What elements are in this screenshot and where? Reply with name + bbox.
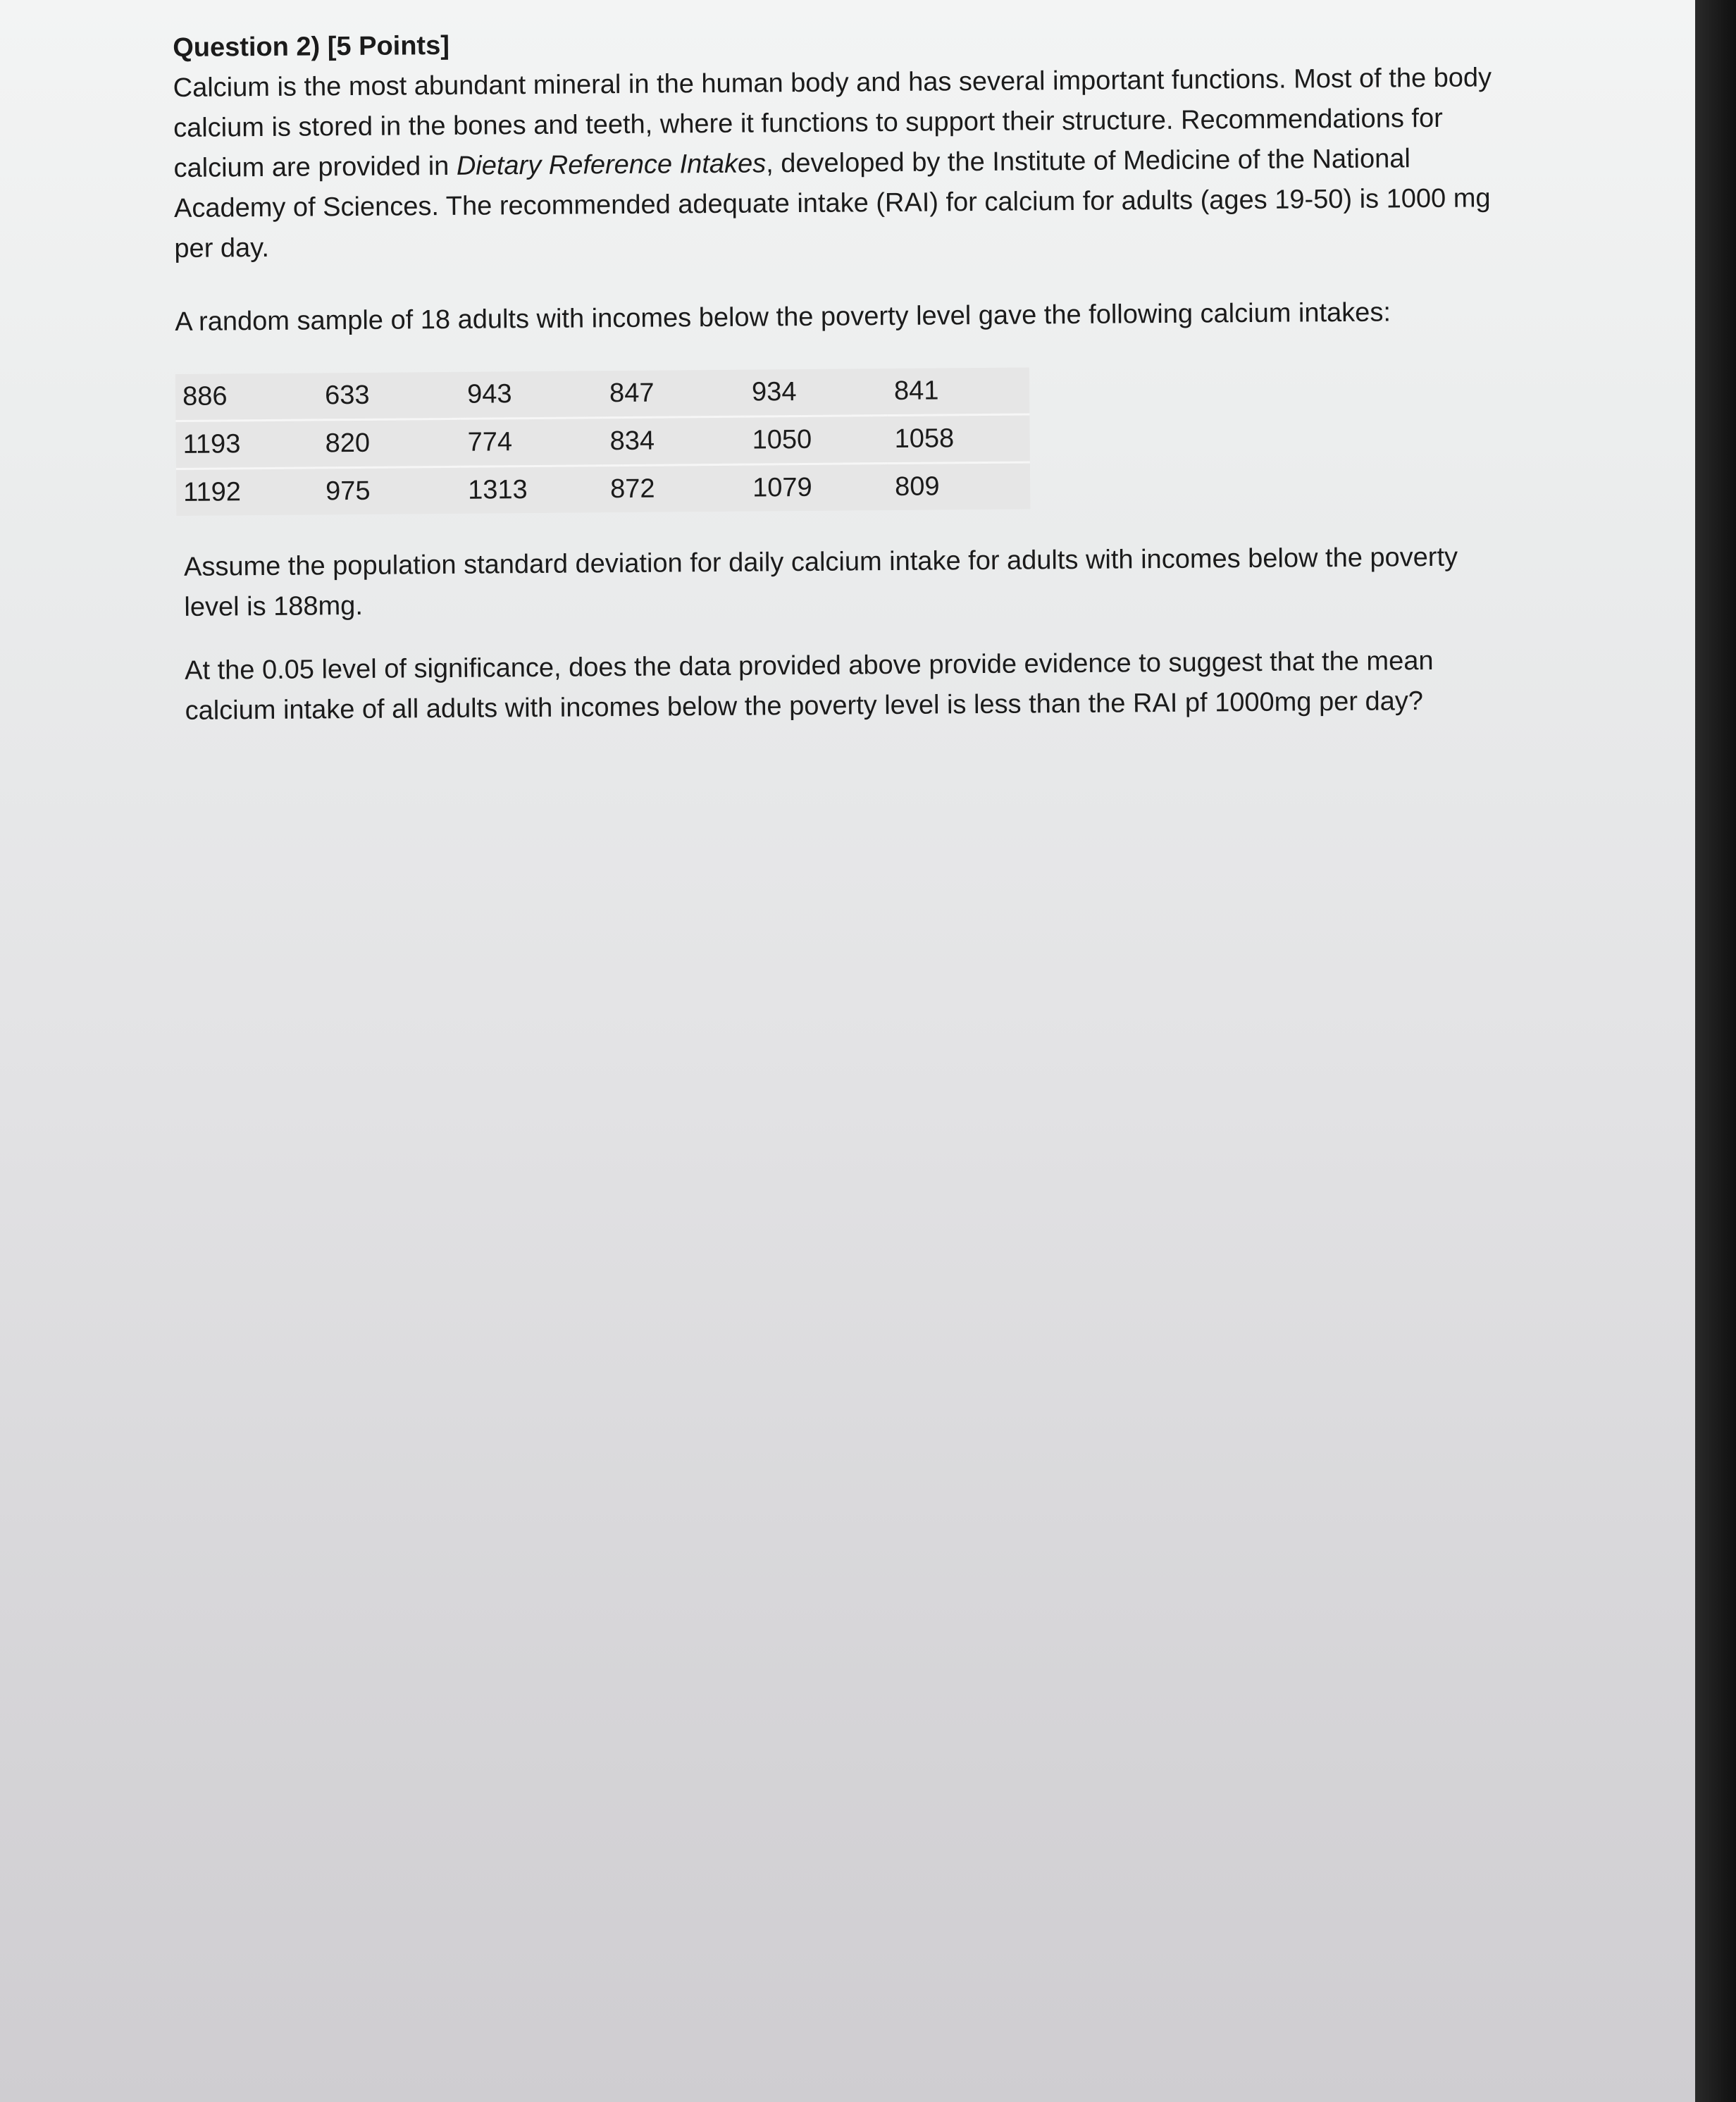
table-cell: 1079	[752, 472, 812, 503]
table-row	[176, 462, 1030, 516]
intro-italic-title: Dietary Reference Intakes	[456, 149, 767, 181]
table-cell: 841	[887, 367, 1030, 415]
table-cell: 934	[745, 369, 888, 416]
intro-text-part-1: Calcium is the most abundant mineral in the human body and has several important functions. Most of the body calcium is stored in the bones and teeth, where it functions to support their structure. Recommendations for calcium are provided in	[173, 63, 1492, 183]
monitor-bezel	[1695, 0, 1736, 2102]
table-cell: 809	[894, 471, 940, 502]
table-cell: 1058	[887, 414, 1030, 464]
table-cell: 943	[460, 371, 603, 419]
table-cell: 886	[175, 373, 318, 421]
table-cell: 820	[318, 419, 461, 468]
table-cell: 1193	[175, 420, 318, 469]
question-heading: Question 2) [5 Points]	[173, 30, 450, 63]
table-row	[175, 367, 1029, 421]
table-cell: 1050	[745, 416, 888, 465]
sample-description: A random sample of 18 adults with incomes below the poverty level gave the following calcium intakes:	[175, 297, 1391, 337]
document-page	[173, 18, 1503, 731]
table-cell: 1192	[183, 477, 242, 507]
intro-text-part-2: , developed by the Institute of Medicine of the National Academy of Sciences. The recommended adequate intake (RAI) for calcium for adults (ages 19-50) is 1000 mg per day.	[173, 144, 1491, 264]
calcium-intake-table	[175, 367, 1031, 516]
table-cell: 975	[326, 476, 371, 507]
table-cell: 872	[609, 474, 655, 505]
table-cell: 847	[602, 370, 745, 418]
table-cell: 834	[602, 416, 745, 466]
table-cell: 633	[318, 372, 461, 420]
intro-paragraph	[173, 58, 1499, 269]
assumption-paragraph: Assume the population standard deviation for daily calcium intake for adults with incomes below the poverty level is 188mg.	[183, 542, 1458, 622]
table-cell: 774	[460, 418, 603, 467]
question-paragraph: At the 0.05 level of significance, does the data provided above provide evidence to suggest that the mean calcium intake of all adults with incomes below the poverty level is less than the RAI pf 1000mg per day?	[184, 645, 1434, 726]
table-cell: 1313	[467, 475, 528, 505]
table-row	[175, 414, 1029, 469]
